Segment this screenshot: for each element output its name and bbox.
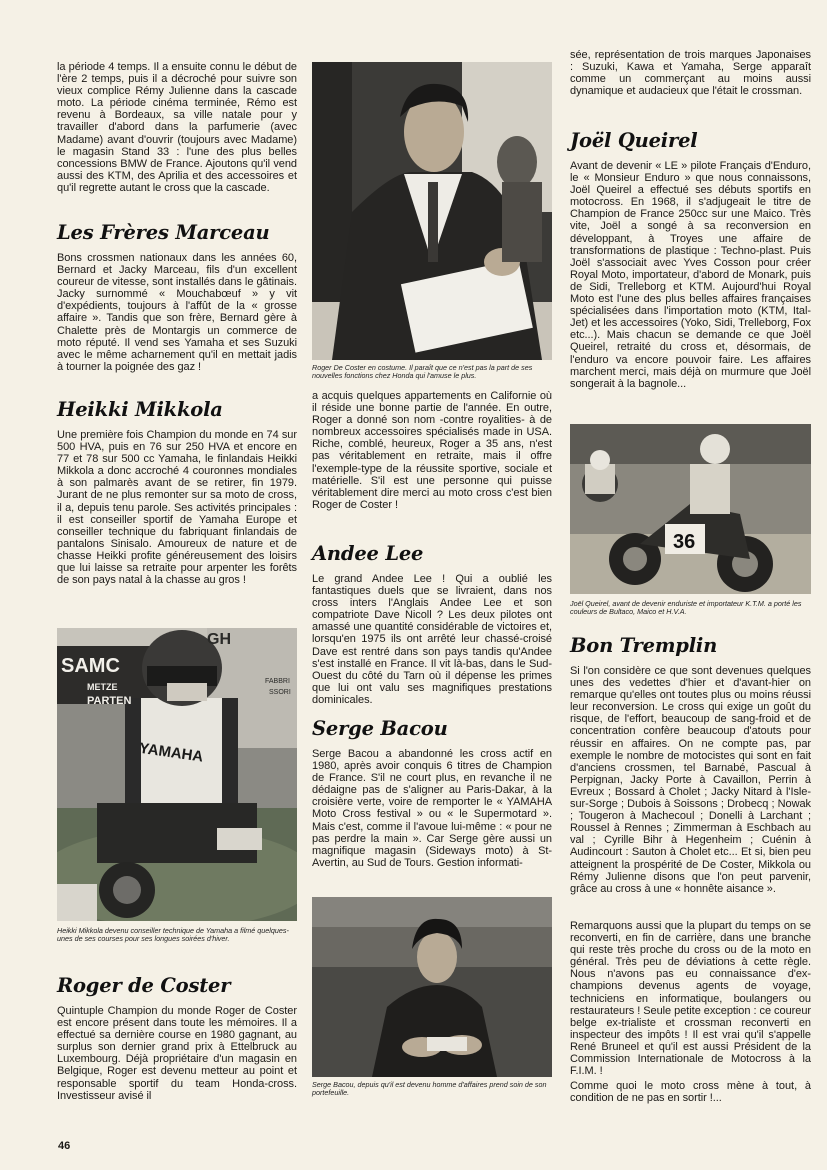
photo-sign-gh: GH [207, 631, 231, 648]
tremplin-heading: Bon Tremplin [570, 634, 718, 657]
photo-sign-fabbri: FABBRI [265, 678, 290, 685]
coster-caption: Roger De Coster en costume. Il paraît que ce n'est pas la part de ses nouvelles fonctions chez Honda qui l'amuse le plus. [312, 363, 533, 381]
lee-text: Le grand Andee Lee ! Qui a oublié les fantastiques duels que se livraient, dans nos cross inters l'Anglais Andee Lee et son compatriote Dave Nicoll ? Les deux pilotes ont amassé une quantité considérable de victoires et, lorsqu'en 1975 ils ont arrêté leur chassé-croisé Dave est rentré dans son pays tandis qu'Andee s'est installé en France. Il vit là-bas, dans le Sud-Ouest du côté du Tarn où il dépense les primes que lui ont valu ses magnifiques prestations dominicales. [312, 573, 552, 706]
queirel-caption: Joël Queirel, avant de devenir enduriste et importateur K.T.M. a porté les couleurs de Bultaco, Maico et H.V.A. [570, 599, 802, 617]
bacou-photo [312, 897, 552, 1077]
marceau-heading: Les Frères Marceau [57, 221, 270, 244]
bacou-heading: Serge Bacou [312, 717, 448, 740]
tremplin-text-3: Comme quoi le moto cross mène à tout, à condition de ne pas en sortir !... [570, 1080, 811, 1105]
mikkola-photo [57, 628, 297, 921]
lee-heading: Andee Lee [312, 542, 424, 565]
coster-text: Quintuple Champion du monde Roger de Coster est encore présent dans toute les mémoires. Il a effectué sa dernière course en 1980 gagnant, au surplus son dernier grand prix à Ettelbruck au Luxembourg. Déjà propriétaire d'un magasin en Belgique, Roger est devenu metteur au point et responsable sportif du team Honda-cross. Investisseur avisé il [57, 1005, 297, 1102]
queirel-photo [570, 424, 811, 594]
photo-sign-parten: PARTEN [87, 695, 132, 707]
page-number: 46 [58, 1140, 71, 1152]
bacou-text-continued: sée, représentation de trois marques Japonaises : Suzuki, Kawa et Yamaha, Serge apparaît comme un commerçant au moins aussi dynamique et audacieux que l'était le crossman. [570, 49, 811, 98]
coster-photo [312, 62, 552, 360]
mikkola-heading: Heikki Mikkola [57, 398, 223, 421]
photo-rider-yamaha: YAMAHA [138, 739, 205, 766]
remo-article-end: la période 4 temps. Il a ensuite connu le début de l'ère 2 temps, puis il a décroché pour suivre son vieux complice Rémy Julienne dans la cascade moto. La période cinéma terminée, Rémo est revenu à Bordeaux, sa ville natale pour y travailler d'abord dans la parfumerie (avec Madame) avant d'ouvrir (toujours avec Madame) le magasin Stand 33 : l'une des plus belles concessions BMW de France. Ajoutons qu'il vend aussi des KTM, des Aprilia et des accessoires et qu'il regrette autant le cross que la cascade. [57, 61, 297, 194]
photo-sign-ssori: SSORI [269, 689, 291, 696]
photo-sign-metze: METZE [87, 682, 118, 692]
tremplin-text-2: Remarquons aussi que la plupart du temps on se reconverti, en fin de carrière, dans une branche qui reste très proche du cross ou de la moto en général. Très peu de déviations à cette règle. Nous n'avons pas eu connaissance d'ex-champions devenus agents de voyage, techniciens en informatique, boulangers ou restaurateurs ! Seule petite exception : ce coureur belge ex-trialiste et crossman reconverti en inspecteur des impôts ! Il est vrai qu'il s'appelle René Bruneel et qu'il est aussi Président de la Commission Internationale de Motocross à la F.I.M. ! [570, 920, 811, 1078]
bacou-text: Serge Bacou a abandonné les cross actif en 1980, après avoir conquis 6 titres de Champion de France. S'il ne court plus, en revanche il ne dédaigne pas de s'aligner au Paris-Dakar, à la croisière verte, voire de remporter le « YAMAHA Moto Cross festival » ou « le Supermotard ». Mais c'est, comme il l'avoue lui-même : « pour ne pas perdre la main ». Car Serge gère aussi un magnifique magasin (Sideways moto) à St-Avertin, au Sud de Tours. Gestion informati- [312, 748, 552, 869]
queirel-text: Avant de devenir « LE » pilote Français d'Enduro, le « Monsieur Enduro » que nous connaissons, Joël Queirel a effectué ses débuts sportifs en motocross. En 1968, il s'adjugeait le titre de Champion de France 250cc sur une Maico. Très vite, Joël a songé à sa reconversion en développant, à Troyes une affaire de transformations de plastique : Techno-plast. Puis Joël s'associait avec Yves Cosson pour créer Royal Moto, importateur, d'abord de Monark, puis de Sidi, Trelleborg et KTM. Aujourd'hui Royal Moto est l'une des plus belles affaires françaises spécialisées dans l'importation moto (KTM, Ital-Jet) et les accessoires (Yoko, Sidi, Trelleborg, Fox etc...). Mais chacun se demande ce que Joël Queirel, retraité du cross et, désormais, de l'enduro va encore pouvoir faire. Les affaires marchent merci, mais déjà on murmure que Joël songerait à la bagnole... [570, 160, 811, 390]
coster-text-continued: a acquis quelques appartements en Californie où il réside une bonne partie de l'année. En outre, Roger a donné son nom -contre royalities- à de nombreux accessoires spécialisés made in USA. Riche, comblé, heureux, Roger a 35 ans, n'est pas véritablement en retraite, mais il offre l'exemple-type de la réussite sportive, sociale et matérielle. S'il est une personne qui puisse véritablement dire merci au moto cross c'est bien Roger de Coster ! [312, 390, 552, 511]
mikkola-text: Une première fois Champion du monde en 74 sur 500 HVA, puis en 76 sur 250 HVA et encore en 77 et 78 sur 500 cc Yamaha, le finlandais Heikki Mikkola a donc accroché 4 couronnes mondiales à son palmarès avant de se retirer, fin 1979. Jurant de ne plus remonter sur sa moto de cross, il a, depuis tenu parole. Ses activités principales : il est conseiller sportif de Yamaha Europe et conseiller technique du fabriquant finlandais de pantalons Sinisalo. Amoureux de nature et de chasse Heikki profite généreusement des loisirs que lui laisse sa retraite pour arpenter les forêts de son pays natal à la chasse au gros ! [57, 429, 297, 587]
tremplin-text: Si l'on considère ce que sont devenues quelques unes des vedettes d'hier et d'avant-hier on remarque qu'elles ont toutes plus ou moins réussi leur reconversion. Le cross qui exige un goût du risque, de l'effort, beaucoup de sang-froid et de concentration confère beaucoup d'atouts pour réussir en affaires. On ne compte pas, par exemple le nombre de motocistes qui sont en fait d'anciens crossmen, tel Barnabé, Pascual à Perpignan, Jacky Porte à Cavaillon, Perrin à Evreux ; Bossard à Cholet ; Jacky Nitard à l'Isle-sur-Sorge ; Dubois à Soissons ; Drobecq ; Nowak ; Tougeron à Machecoul ; Donelli à Larchant ; Roussel à Rennes ; Zimmerman à Eschbach au val ; Cyrille Bihr à Hegenheim ; Cuénin à Audincourt : Sauton à Cholet etc... Et si, bien peu atteignent la prospérité de De Coster, Mikkola ou Rémy Julienne disons que l'on peut parvenir, grâce au cross à une « honnête aisance ». [570, 665, 811, 895]
bacou-caption: Serge Bacou, depuis qu'il est devenu homme d'affaires prend soin de son portefeuille. [312, 1080, 547, 1098]
queirel-heading: Joël Queirel [570, 129, 698, 152]
photo-sign-samc: SAMC [61, 655, 120, 677]
coster-heading: Roger de Coster [57, 974, 231, 997]
mikkola-caption: Heikki Mikkola devenu conseiller technique de Yamaha a filmé quelques-unes de ses courses pour ses longues soirées d'hiver. [57, 926, 289, 944]
marceau-text: Bons crossmen nationaux dans les années 60, Bernard et Jacky Marceau, fils d'un excellent coureur de vitesse, sont installés dans le gâtinais. Jacky surnommé « Mouchabœuf » y vit d'expédients, toujours à l'affût de la « grosse affaire ». Tandis que son frère, Bernard gère à Chalette près de Montargis un commerce de moto réputé. Il vend ses Yamaha et ses Suzuki avec le même acharnement qu'il en mettait jadis à tourner la poignée des gaz ! [57, 252, 297, 373]
queirel-plate-number: 36 [673, 531, 696, 553]
